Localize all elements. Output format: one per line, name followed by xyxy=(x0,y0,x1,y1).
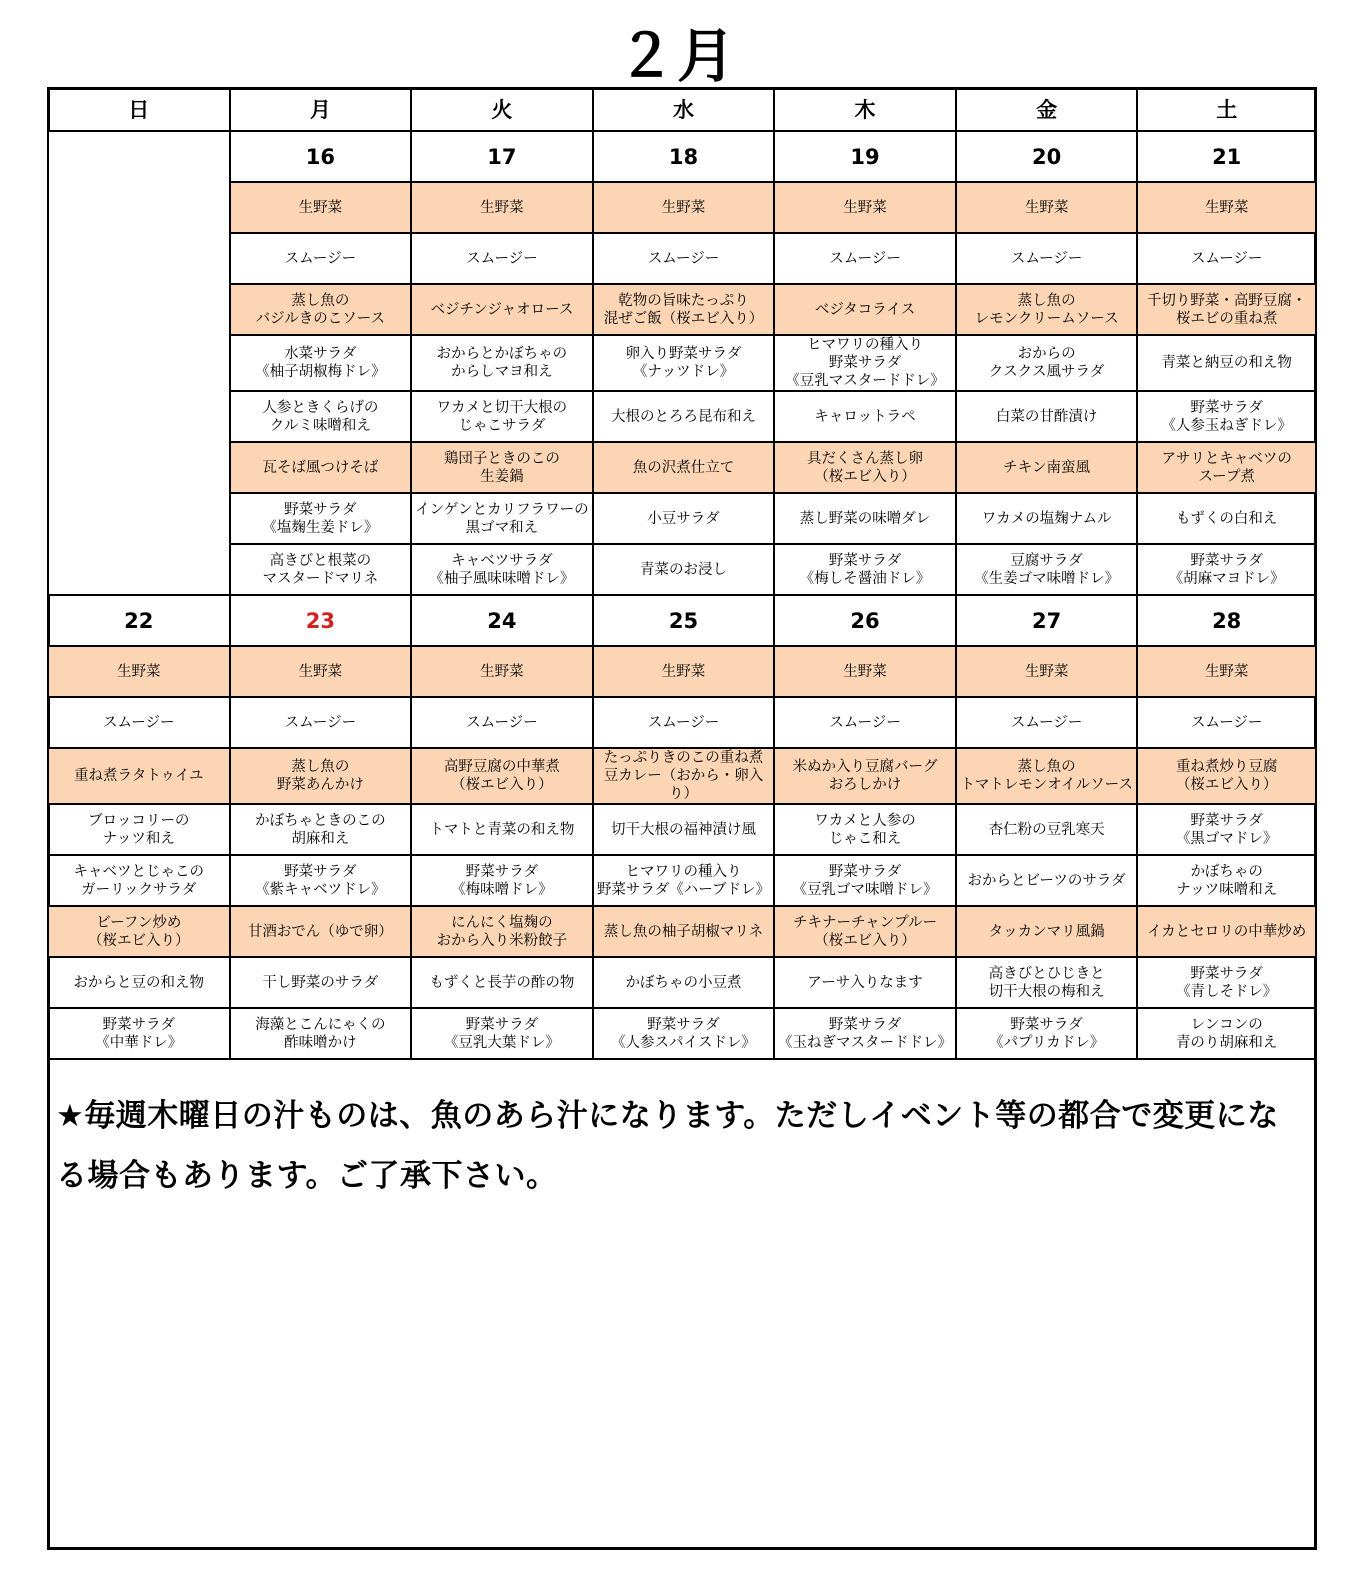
weekday-header-row xyxy=(48,88,1316,131)
menu-item-cell: 野菜サラダ 《豆乳ゴマ味噌ドレ》 xyxy=(774,855,956,906)
menu-item-cell: 蒸し魚の トマトレモンオイルソース xyxy=(956,748,1138,804)
menu-item-cell: 大根のとろろ昆布和え xyxy=(593,391,775,442)
menu-item-cell: ワカメの塩麹ナムル xyxy=(956,493,1138,544)
menu-item-cell: スムージー xyxy=(593,697,775,748)
menu-item-cell: 生野菜 xyxy=(956,182,1138,233)
menu-item-cell: 生野菜 xyxy=(1137,182,1316,233)
menu-item-cell: 生野菜 xyxy=(593,646,775,697)
menu-item-cell: 生野菜 xyxy=(230,182,412,233)
menu-item-cell: 白菜の甘酢漬け xyxy=(956,391,1138,442)
menu-item-cell: 卵入り野菜サラダ 《ナッツドレ》 xyxy=(593,335,775,391)
menu-item-cell: 青菜のお浸し xyxy=(593,544,775,595)
date-cell: 19 xyxy=(774,131,956,182)
menu-row xyxy=(48,1008,1316,1059)
menu-item-cell: 生野菜 xyxy=(1137,646,1316,697)
menu-row xyxy=(48,284,1316,335)
menu-item-cell: 蒸し魚の 野菜あんかけ xyxy=(230,748,412,804)
menu-item-cell: アーサ入りなます xyxy=(774,957,956,1008)
menu-row xyxy=(48,855,1316,906)
date-cell: 23 xyxy=(230,595,412,646)
page-title: ２月 xyxy=(616,22,737,90)
menu-row xyxy=(48,544,1316,595)
menu-item-cell: 野菜サラダ 《黒ゴマドレ》 xyxy=(1137,804,1316,855)
notice-text: ★毎週木曜日の汁ものは、魚のあら汁になります。ただしイベント等の都合で変更になる場合もあります。ご了承下さい。 xyxy=(56,1098,1279,1194)
menu-item-cell: スムージー xyxy=(956,697,1138,748)
menu-item-cell: 青菜と納豆の和え物 xyxy=(1137,335,1316,391)
menu-item-cell: 野菜サラダ 《人参スパイスドレ》 xyxy=(593,1008,775,1059)
menu-item-cell: 小豆サラダ xyxy=(593,493,775,544)
menu-item-cell: にんにく塩麹の おから入り米粉餃子 xyxy=(411,906,593,957)
menu-row xyxy=(48,804,1316,855)
menu-item-cell: 甘酒おでん（ゆで卵） xyxy=(230,906,412,957)
menu-item-cell: スムージー xyxy=(1137,233,1316,284)
menu-item-cell: もずくの白和え xyxy=(1137,493,1316,544)
menu-row xyxy=(48,493,1316,544)
menu-item-cell: スムージー xyxy=(48,697,230,748)
menu-item-cell: ブロッコリーの ナッツ和え xyxy=(48,804,230,855)
menu-item-cell: 具だくさん蒸し卵 （桜エビ入り） xyxy=(774,442,956,493)
date-cell: 22 xyxy=(48,595,230,646)
menu-item-cell: 生野菜 xyxy=(774,646,956,697)
menu-item-cell: 蒸し魚の バジルきのこソース xyxy=(230,284,412,335)
menu-row xyxy=(48,233,1316,284)
date-cell: 25 xyxy=(593,595,775,646)
menu-row xyxy=(48,182,1316,233)
menu-item-cell: かぼちゃの小豆煮 xyxy=(593,957,775,1008)
menu-item-cell: おからとビーツのサラダ xyxy=(956,855,1138,906)
menu-item-cell: レンコンの 青のり胡麻和え xyxy=(1137,1008,1316,1059)
date-cell: 16 xyxy=(230,131,412,182)
date-cell: 21 xyxy=(1137,131,1316,182)
menu-item-cell: 蒸し魚の レモンクリームソース xyxy=(956,284,1138,335)
menu-item-cell: 切干大根の福神漬け風 xyxy=(593,804,775,855)
weekday-sat: 土 xyxy=(1137,88,1316,131)
menu-item-cell: 野菜サラダ 《紫キャベツドレ》 xyxy=(230,855,412,906)
weekday-thu: 木 xyxy=(774,88,956,131)
menu-item-cell: 鶏団子ときのこの 生姜鍋 xyxy=(411,442,593,493)
menu-item-cell: 高きびと根菜の マスタードマリネ xyxy=(230,544,412,595)
menu-item-cell: チキン南蛮風 xyxy=(956,442,1138,493)
date-cell: 27 xyxy=(956,595,1138,646)
menu-item-cell: 干し野菜のサラダ xyxy=(230,957,412,1008)
weekday-sun: 日 xyxy=(48,88,230,131)
calendar-body xyxy=(48,88,1316,1059)
menu-item-cell: チキナーチャンプルー （桜エビ入り） xyxy=(774,906,956,957)
menu-row xyxy=(48,335,1316,391)
menu-item-cell: 野菜サラダ 《胡麻マヨドレ》 xyxy=(1137,544,1316,595)
menu-item-cell: 生野菜 xyxy=(411,646,593,697)
menu-item-cell: 水菜サラダ 《柚子胡椒梅ドレ》 xyxy=(230,335,412,391)
menu-item-cell: ワカメと人参の じゃこ和え xyxy=(774,804,956,855)
menu-item-cell: ヒマワリの種入り 野菜サラダ《ハーブドレ》 xyxy=(593,855,775,906)
menu-item-cell: 千切り野菜・高野豆腐・ 桜エビの重ね煮 xyxy=(1137,284,1316,335)
weekday-wed: 水 xyxy=(593,88,775,131)
menu-item-cell: キャロットラペ xyxy=(774,391,956,442)
weekday-tue: 火 xyxy=(411,88,593,131)
menu-item-cell: イカとセロリの中華炒め xyxy=(1137,906,1316,957)
menu-item-cell: おからと豆の和え物 xyxy=(48,957,230,1008)
menu-item-cell: 生野菜 xyxy=(593,182,775,233)
menu-item-cell: スムージー xyxy=(411,697,593,748)
menu-item-cell: 野菜サラダ 《豆乳大葉ドレ》 xyxy=(411,1008,593,1059)
menu-item-cell: ベジタコライス xyxy=(774,284,956,335)
menu-item-cell: 生野菜 xyxy=(230,646,412,697)
menu-row xyxy=(48,697,1316,748)
menu-item-cell: もずくと長芋の酢の物 xyxy=(411,957,593,1008)
menu-item-cell: スムージー xyxy=(593,233,775,284)
menu-row xyxy=(48,906,1316,957)
menu-item-cell: スムージー xyxy=(230,233,412,284)
menu-item-cell: スムージー xyxy=(956,233,1138,284)
menu-item-cell: 野菜サラダ 《中華ドレ》 xyxy=(48,1008,230,1059)
date-cell: 20 xyxy=(956,131,1138,182)
menu-item-cell: 杏仁粉の豆乳寒天 xyxy=(956,804,1138,855)
menu-item-cell: おからとかぼちゃの からしマヨ和え xyxy=(411,335,593,391)
menu-item-cell: 人参ときくらげの クルミ味噌和え xyxy=(230,391,412,442)
menu-item-cell: 野菜サラダ 《梅味噌ドレ》 xyxy=(411,855,593,906)
menu-item-cell: ヒマワリの種入り 野菜サラダ 《豆乳マスタードドレ》 xyxy=(774,335,956,391)
menu-item-cell: 海藻とこんにゃくの 酢味噌かけ xyxy=(230,1008,412,1059)
menu-item-cell: 豆腐サラダ 《生姜ゴマ味噌ドレ》 xyxy=(956,544,1138,595)
empty-date-cell xyxy=(48,131,230,595)
menu-item-cell: 乾物の旨味たっぷり 混ぜご飯（桜エビ入り） xyxy=(593,284,775,335)
menu-item-cell: おからの クスクス風サラダ xyxy=(956,335,1138,391)
weekday-fri: 金 xyxy=(956,88,1138,131)
menu-item-cell: スムージー xyxy=(774,697,956,748)
menu-item-cell: 野菜サラダ 《玉ねぎマスタードドレ》 xyxy=(774,1008,956,1059)
menu-item-cell: 野菜サラダ 《梅しそ醤油ドレ》 xyxy=(774,544,956,595)
date-cell: 28 xyxy=(1137,595,1316,646)
menu-item-cell: たっぷりきのこの重ね煮 豆カレー（おから・卵入り） xyxy=(593,748,775,804)
menu-item-cell: スムージー xyxy=(230,697,412,748)
menu-item-cell: スムージー xyxy=(774,233,956,284)
menu-item-cell: ベジチンジャオロース xyxy=(411,284,593,335)
menu-item-cell: 野菜サラダ 《青しそドレ》 xyxy=(1137,957,1316,1008)
menu-row xyxy=(48,646,1316,697)
menu-item-cell: ワカメと切干大根の じゃこサラダ xyxy=(411,391,593,442)
weekday-mon: 月 xyxy=(230,88,412,131)
menu-item-cell: 重ね煮ラタトゥイユ xyxy=(48,748,230,804)
menu-item-cell: キャベツサラダ 《柚子風味味噌ドレ》 xyxy=(411,544,593,595)
date-cell: 26 xyxy=(774,595,956,646)
menu-item-cell: かぼちゃの ナッツ味噌和え xyxy=(1137,855,1316,906)
menu-row xyxy=(48,391,1316,442)
menu-item-cell: 瓦そば風つけそば xyxy=(230,442,412,493)
menu-item-cell: 生野菜 xyxy=(411,182,593,233)
menu-item-cell: トマトと青菜の和え物 xyxy=(411,804,593,855)
menu-item-cell: 高野豆腐の中華煮 （桜エビ入り） xyxy=(411,748,593,804)
date-cell: 18 xyxy=(593,131,775,182)
menu-row xyxy=(48,748,1316,804)
menu-item-cell: 生野菜 xyxy=(48,646,230,697)
menu-item-cell: キャベツとじゃこの ガーリックサラダ xyxy=(48,855,230,906)
menu-item-cell: 米ぬか入り豆腐バーグ おろしかけ xyxy=(774,748,956,804)
date-row xyxy=(48,131,1316,182)
date-cell: 17 xyxy=(411,131,593,182)
menu-item-cell: かぼちゃときのこの 胡麻和え xyxy=(230,804,412,855)
date-cell: 24 xyxy=(411,595,593,646)
menu-item-cell: インゲンとカリフラワーの 黒ゴマ和え xyxy=(411,493,593,544)
menu-item-cell: 野菜サラダ 《塩麹生姜ドレ》 xyxy=(230,493,412,544)
menu-calendar xyxy=(47,87,1317,1060)
menu-item-cell: スムージー xyxy=(1137,697,1316,748)
menu-item-cell: 蒸し魚の柚子胡椒マリネ xyxy=(593,906,775,957)
menu-item-cell: 蒸し野菜の味噌ダレ xyxy=(774,493,956,544)
menu-item-cell: タッカンマリ風鍋 xyxy=(956,906,1138,957)
menu-item-cell: アサリとキャベツの スープ煮 xyxy=(1137,442,1316,493)
menu-row xyxy=(48,957,1316,1008)
menu-item-cell: 生野菜 xyxy=(956,646,1138,697)
menu-item-cell: 野菜サラダ 《人参玉ねぎドレ》 xyxy=(1137,391,1316,442)
menu-item-cell: 魚の沢煮仕立て xyxy=(593,442,775,493)
menu-row xyxy=(48,442,1316,493)
menu-item-cell: ビーフン炒め （桜エビ入り） xyxy=(48,906,230,957)
date-row xyxy=(48,595,1316,646)
menu-item-cell: 重ね煮炒り豆腐 （桜エビ入り） xyxy=(1137,748,1316,804)
menu-item-cell: 生野菜 xyxy=(774,182,956,233)
menu-item-cell: スムージー xyxy=(411,233,593,284)
menu-item-cell: 高きびとひじきと 切干大根の梅和え xyxy=(956,957,1138,1008)
menu-item-cell: 野菜サラダ 《パプリカドレ》 xyxy=(956,1008,1138,1059)
